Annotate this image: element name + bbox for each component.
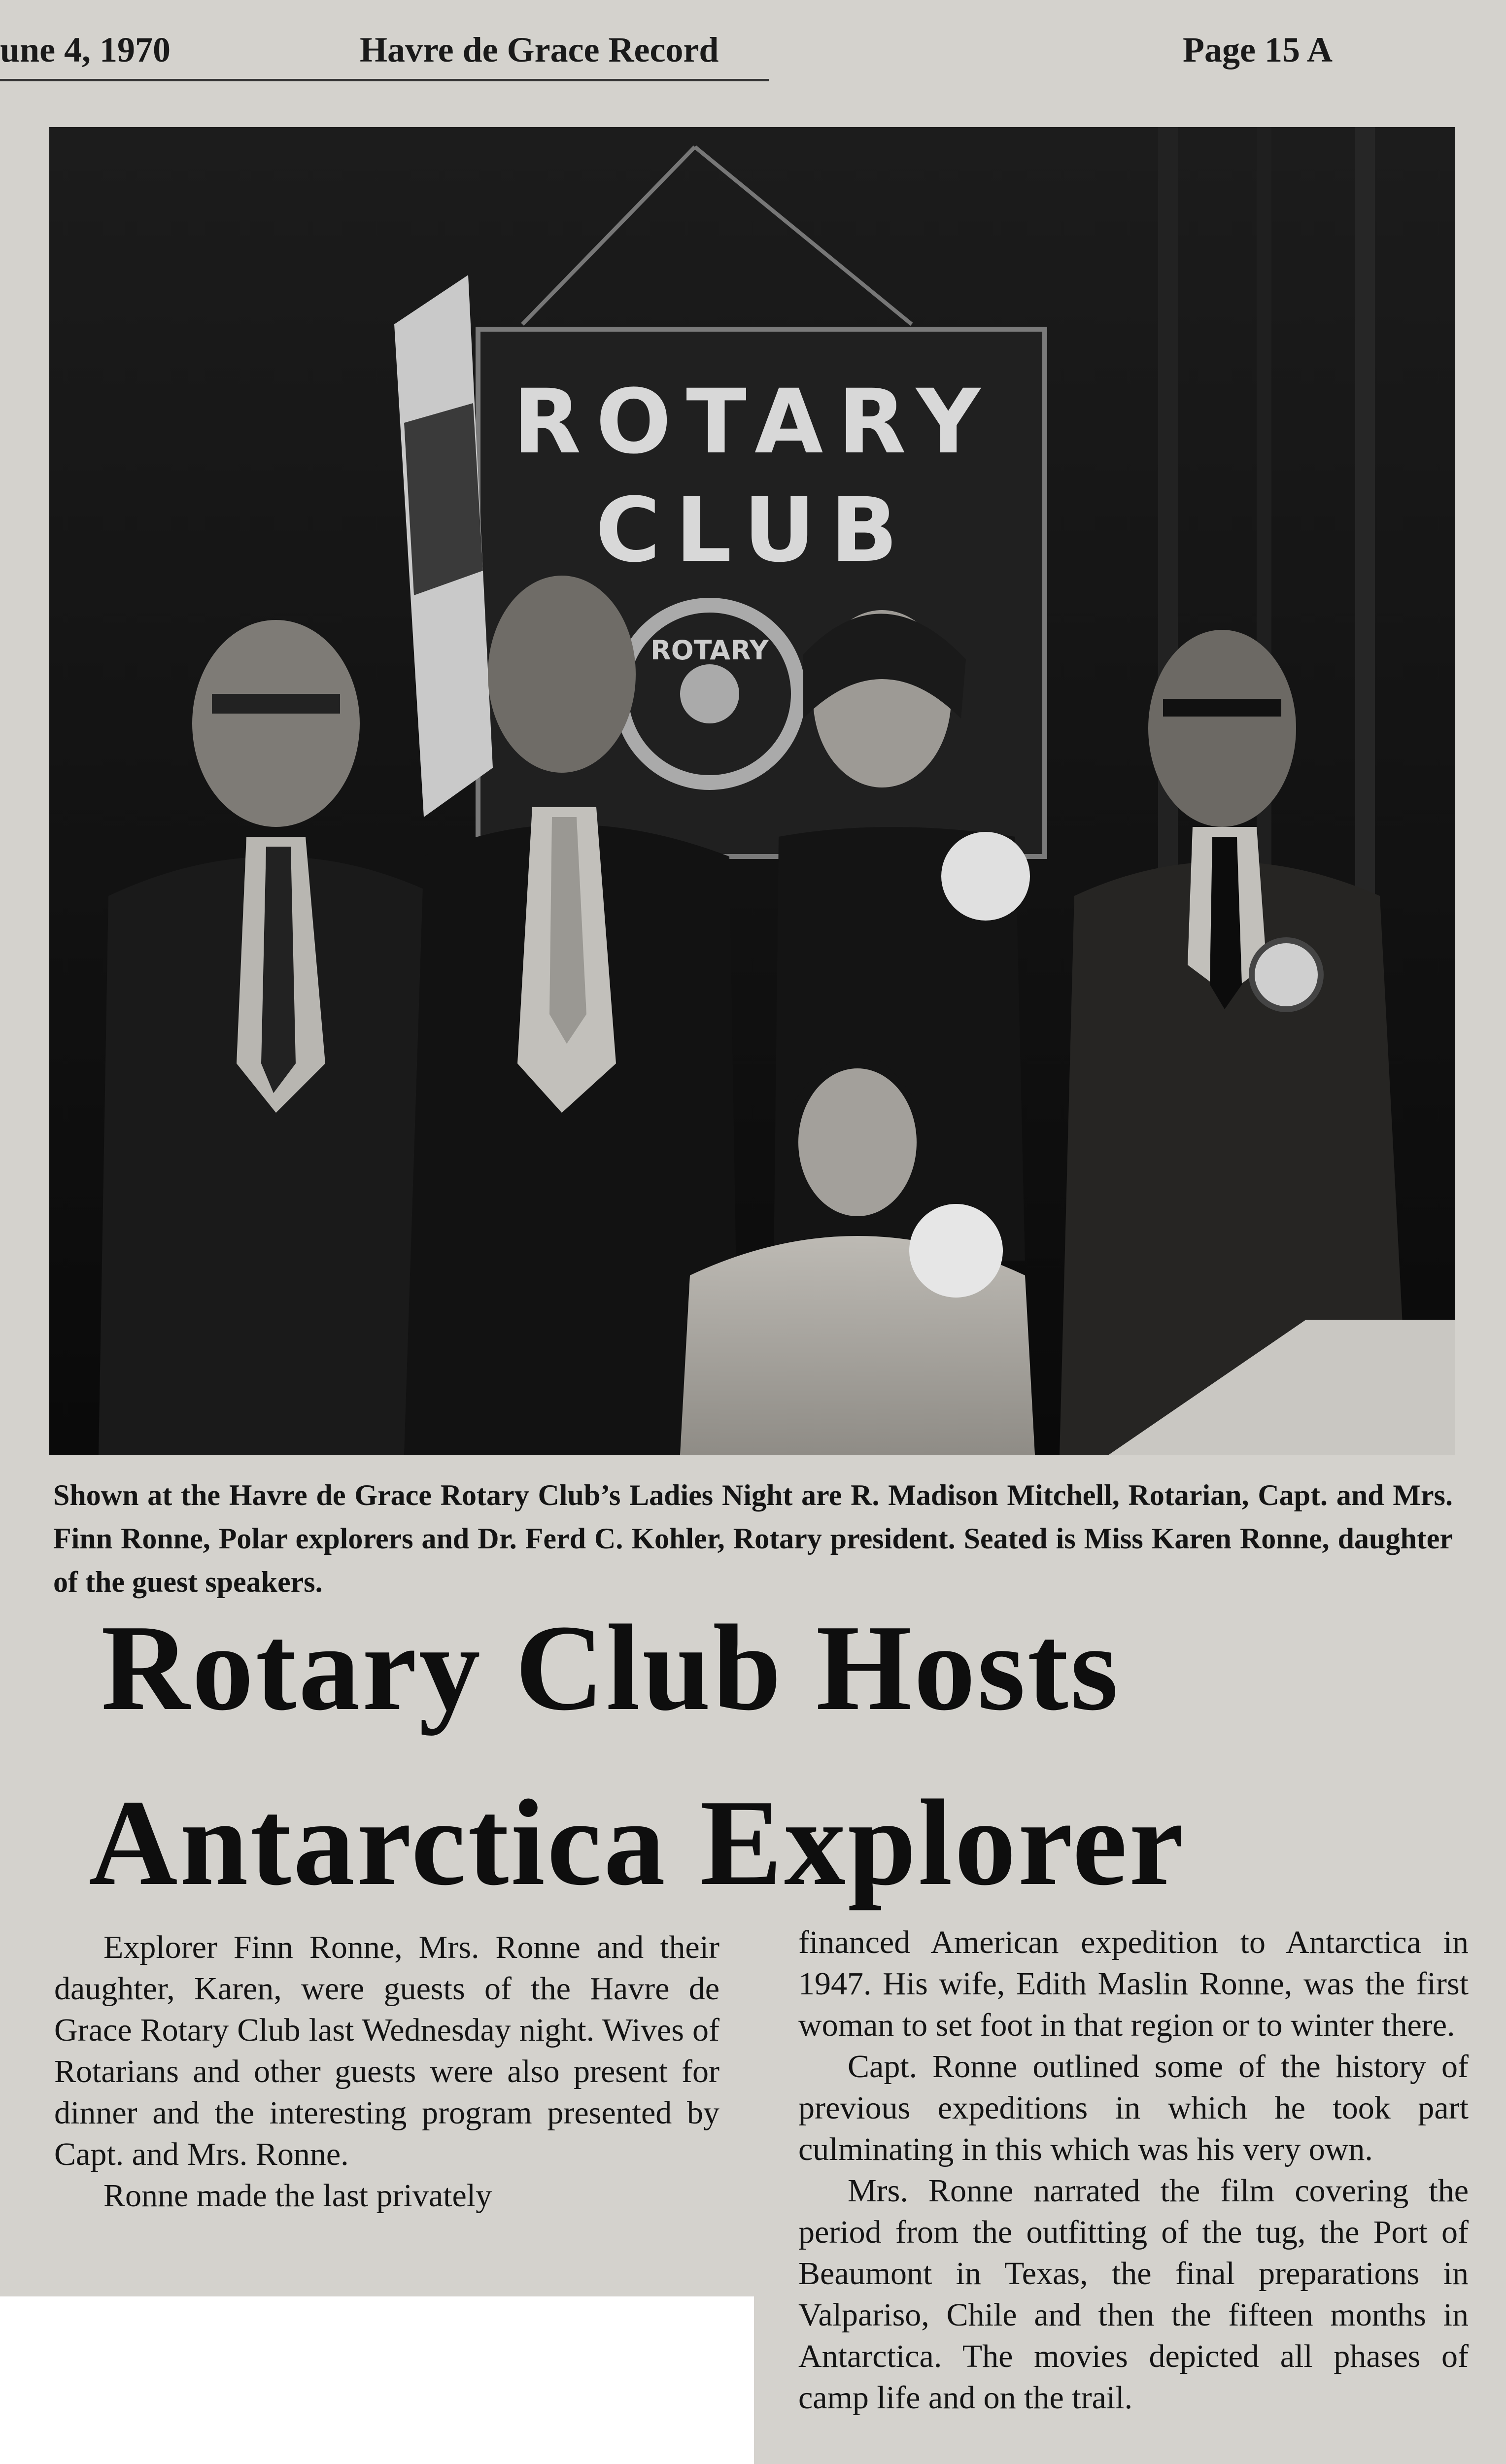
photo-caption: Shown at the Havre de Grace Rotary Club’s Ladies Night are R. Madison Mitchell, Rotarian, Capt. and Mrs. Finn Ronne, Polar explorers and Dr. Ferd C. Kohler, Rotary president. Seated is Miss Karen Ronne, daughter of the guest speakers. bbox=[53, 1479, 1453, 1598]
header-rule bbox=[0, 79, 769, 81]
paragraph: Capt. Ronne outlined some of the history of previous expeditions in which he took part culminating in this which was his very own. bbox=[798, 2049, 1469, 2167]
paragraph: financed American expedition to Antarctica in 1947. His wife, Edith Maslin Ronne, was the first woman to set foot in that region or to winter there. bbox=[798, 1924, 1469, 2043]
issue-date: une 4, 1970 bbox=[0, 30, 171, 69]
headline-line-2: Antarctica Explorer bbox=[89, 1775, 1186, 1911]
news-photo bbox=[49, 127, 1455, 1455]
paragraph: Mrs. Ronne narrated the film covering the period from the outfitting of the tug, the Port of Beaumont in Texas, the final preparations in Valpariso, Chile and then the fifteen months in Antarctica. The movies depicted all phases of camp life and on the trail. bbox=[798, 2173, 1469, 2416]
article-column-left bbox=[54, 1927, 719, 2217]
banner-text-club: CLUB bbox=[595, 479, 913, 582]
article-column-right bbox=[798, 1922, 1469, 2419]
paragraph: Explorer Finn Ronne, Mrs. Ronne and their daughter, Karen, were guests of the Havre de Grace Rotary Club last Wednesday night. Wives of Rotarians and other guests were also present for dinner and the interesting program presented by Capt. and Mrs. Ronne. bbox=[54, 1929, 719, 2172]
emblem-text: ROTARY bbox=[650, 635, 769, 666]
banner-text-rotary: ROTARY bbox=[513, 371, 995, 474]
headline-line-1: Rotary Club Hosts bbox=[101, 1600, 1121, 1736]
paragraph: Ronne made the last privately bbox=[103, 2178, 492, 2214]
photo-illustration bbox=[49, 127, 1455, 1455]
newspaper-name: Havre de Grace Record bbox=[360, 30, 719, 69]
page-number: Page 15 A bbox=[1183, 30, 1333, 69]
